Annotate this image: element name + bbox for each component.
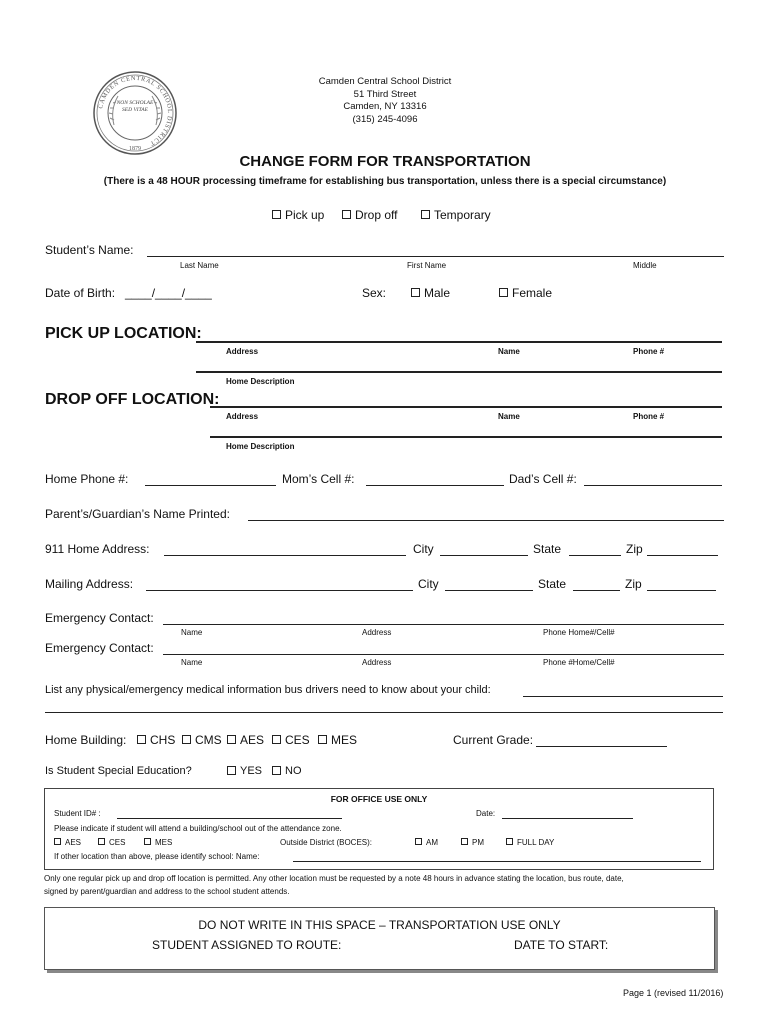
session-full-day[interactable]: [506, 838, 554, 847]
office-date-label: Date:: [476, 809, 496, 818]
form-subtitle: (There is a 48 HOUR processing timeframe for establishing bus transportation, unless there is a special circumstance): [103, 176, 667, 187]
home-building-label: Home Building:: [45, 733, 127, 747]
student-id-field[interactable]: [117, 818, 342, 819]
building-option-chs[interactable]: [137, 733, 175, 747]
other-location-field[interactable]: [293, 861, 701, 862]
building-ces-label: CES: [285, 733, 310, 747]
checkbox-icon[interactable]: [318, 735, 327, 744]
dropoff-address-caption: Address: [226, 412, 259, 421]
office-use-title: FOR OFFICE USE ONLY: [330, 794, 428, 804]
address911-label: 911 Home Address:: [45, 542, 150, 556]
office-school-ces[interactable]: [98, 838, 125, 847]
policy-note-line-1: Only one regular pick up and drop off location is permitted. Any other location must be requested by a note 48 hours in advance stating the location, bus route, date,: [44, 874, 624, 883]
form-title: CHANGE FORM FOR TRANSPORTATION: [239, 153, 531, 170]
building-option-mes[interactable]: [318, 733, 357, 747]
emergency-2-phone-caption: Phone #Home/Cell#: [543, 658, 615, 667]
address911-state-label: State: [533, 542, 562, 556]
checkbox-icon[interactable]: [272, 766, 281, 775]
checkbox-icon[interactable]: [415, 838, 422, 845]
building-chs-label: CHS: [150, 733, 176, 747]
medical-info-field[interactable]: [523, 696, 723, 697]
checkbox-icon[interactable]: [461, 838, 468, 845]
checkbox-icon[interactable]: [411, 288, 420, 297]
medical-info-label: List any physical/emergency medical information bus drivers need to know about your child:: [45, 684, 491, 696]
dad-cell-field[interactable]: [584, 485, 722, 486]
dropoff-home-description-caption: Home Description: [226, 442, 295, 451]
other-location-label: If other location than above, please identify school: Name:: [54, 852, 260, 861]
special-ed-no-label: NO: [285, 765, 302, 777]
route-assigned-label: STUDENT ASSIGNED TO ROUTE:: [152, 938, 342, 952]
dropoff-home-description-field[interactable]: [210, 436, 722, 438]
checkbox-dropoff[interactable]: [342, 208, 397, 222]
guardian-name-label: Parent’s/Guardian’s Name Printed:: [45, 507, 230, 521]
checkbox-icon[interactable]: [272, 735, 281, 744]
session-am-label: AM: [426, 838, 438, 847]
emergency-contact-1-label: Emergency Contact:: [45, 611, 154, 625]
building-aes-label: AES: [240, 733, 265, 747]
pickup-location-label: PICK UP LOCATION:: [45, 325, 202, 342]
pickup-location-field[interactable]: [196, 341, 722, 343]
checkbox-male[interactable]: [411, 286, 450, 300]
mailing-zip-field[interactable]: [647, 590, 716, 591]
current-grade-label: Current Grade:: [453, 733, 534, 747]
emergency-contact-2-label: Emergency Contact:: [45, 641, 154, 655]
address911-zip-field[interactable]: [647, 555, 718, 556]
building-option-aes[interactable]: [227, 733, 264, 747]
special-ed-yes[interactable]: [227, 765, 262, 777]
building-option-ces[interactable]: [272, 733, 310, 747]
session-am[interactable]: [415, 838, 438, 847]
dropoff-name-caption: Name: [498, 412, 520, 421]
checkbox-icon[interactable]: [227, 735, 236, 744]
female-label: Female: [512, 286, 553, 300]
district-city: Camden, NY 13316: [343, 101, 427, 112]
medical-info-field-2[interactable]: [45, 712, 723, 713]
mailing-state-label: State: [538, 577, 567, 591]
last-name-caption: Last Name: [180, 261, 219, 270]
policy-note-line-2: signed by parent/guardian and address to the school student attends.: [44, 887, 290, 896]
address911-zip-label: Zip: [626, 542, 643, 556]
sex-label: Sex:: [362, 286, 387, 300]
checkbox-temporary[interactable]: [421, 208, 491, 222]
checkbox-pickup-label: Pick up: [285, 208, 325, 222]
address911-state-field[interactable]: [569, 555, 621, 556]
dropoff-phone-caption: Phone #: [633, 412, 665, 421]
special-ed-label: Is Student Special Education?: [45, 765, 192, 777]
district-street: 51 Third Street: [353, 89, 417, 100]
checkbox-icon[interactable]: [137, 735, 146, 744]
session-full-day-label: FULL DAY: [517, 838, 555, 847]
dad-cell-label: Dad’s Cell #:: [509, 472, 577, 486]
dropoff-location-field[interactable]: [210, 406, 722, 408]
home-phone-field[interactable]: [145, 485, 276, 486]
office-date-field[interactable]: [502, 818, 633, 819]
district-phone: (315) 245-4096: [352, 114, 418, 125]
building-option-cms[interactable]: [182, 733, 222, 747]
seal-motto: NON SCHOLAE SED VITAE: [116, 100, 154, 113]
checkbox-icon[interactable]: [144, 838, 151, 845]
emergency-2-address-caption: Address: [362, 658, 392, 667]
seal-year: 1879: [129, 146, 141, 152]
pickup-name-caption: Name: [498, 347, 520, 356]
address911-city-field[interactable]: [440, 555, 528, 556]
office-school-aes[interactable]: [54, 838, 81, 847]
outside-district-label: Outside District (BOCES):: [280, 838, 373, 847]
home-phone-label: Home Phone #:: [45, 472, 129, 486]
student-name-field[interactable]: [147, 256, 724, 257]
date-to-start-label: DATE TO START:: [514, 938, 609, 952]
male-label: Male: [424, 286, 451, 300]
emergency-1-address-caption: Address: [362, 628, 392, 637]
mailing-zip-label: Zip: [625, 577, 642, 591]
checkbox-icon[interactable]: [342, 210, 351, 219]
checkbox-icon[interactable]: [499, 288, 508, 297]
current-grade-field[interactable]: [536, 746, 667, 747]
pickup-home-description-field[interactable]: [196, 371, 722, 373]
checkbox-icon[interactable]: [421, 210, 430, 219]
checkbox-temporary-label: Temporary: [434, 208, 491, 222]
attendance-zone-instruction: Please indicate if student will attend a building/school out of the attendance zone.: [54, 824, 342, 833]
emergency-contact-1-field[interactable]: [163, 624, 724, 625]
emergency-1-phone-caption: Phone Home#/Cell#: [543, 628, 615, 637]
page-footer: Page 1 (revised 11/2016): [623, 988, 724, 998]
checkbox-icon[interactable]: [506, 838, 513, 845]
office-school-mes[interactable]: [144, 838, 172, 847]
checkbox-icon[interactable]: [182, 735, 191, 744]
checkbox-dropoff-label: Drop off: [355, 208, 398, 222]
address911-field[interactable]: [164, 555, 406, 556]
pickup-home-description-caption: Home Description: [226, 377, 295, 386]
special-ed-yes-label: YES: [240, 765, 263, 777]
checkbox-icon[interactable]: [54, 838, 61, 845]
checkbox-icon[interactable]: [98, 838, 105, 845]
mailing-city-label: City: [418, 577, 439, 591]
office-ces-label: CES: [109, 838, 126, 847]
address911-city-label: City: [413, 542, 434, 556]
checkbox-female[interactable]: [499, 286, 552, 300]
mom-cell-label: Mom’s Cell #:: [282, 472, 355, 486]
special-ed-no[interactable]: [272, 765, 302, 777]
emergency-1-name-caption: Name: [181, 628, 203, 637]
checkbox-icon[interactable]: [227, 766, 236, 775]
pickup-address-caption: Address: [226, 347, 259, 356]
middle-name-caption: Middle: [633, 261, 657, 270]
dob-field[interactable]: ____/____/____: [125, 286, 212, 300]
mailing-state-field[interactable]: [573, 590, 620, 591]
emergency-contact-2-field[interactable]: [163, 654, 724, 655]
pickup-phone-caption: Phone #: [633, 347, 665, 356]
checkbox-pickup[interactable]: [272, 208, 324, 222]
district-name: Camden Central School District: [318, 76, 452, 87]
building-cms-label: CMS: [195, 733, 222, 747]
mailing-city-field[interactable]: [445, 590, 533, 591]
session-pm-label: PM: [472, 838, 484, 847]
building-mes-label: MES: [331, 733, 358, 747]
mailing-address-field[interactable]: [146, 590, 413, 591]
first-name-caption: First Name: [407, 261, 447, 270]
emergency-2-name-caption: Name: [181, 658, 203, 667]
checkbox-icon[interactable]: [272, 210, 281, 219]
student-id-label: Student ID# :: [54, 809, 101, 818]
session-pm[interactable]: [461, 838, 484, 847]
transportation-use-box: [44, 907, 715, 970]
student-name-label: Student’s Name:: [45, 243, 134, 257]
guardian-name-field[interactable]: [248, 520, 724, 521]
svg-text:CAMDEN CENTRAL SCHOOL DISTRICT: CAMDEN CENTRAL SCHOOL DISTRICT: [97, 74, 174, 148]
dob-label: Date of Birth:: [45, 286, 116, 300]
dropoff-location-label: DROP OFF LOCATION:: [45, 391, 220, 408]
mailing-address-label: Mailing Address:: [45, 577, 134, 591]
transportation-box-heading: DO NOT WRITE IN THIS SPACE – TRANSPORTATION USE ONLY: [198, 918, 561, 932]
office-aes-label: AES: [65, 838, 82, 847]
office-mes-label: MES: [155, 838, 173, 847]
mom-cell-field[interactable]: [366, 485, 504, 486]
